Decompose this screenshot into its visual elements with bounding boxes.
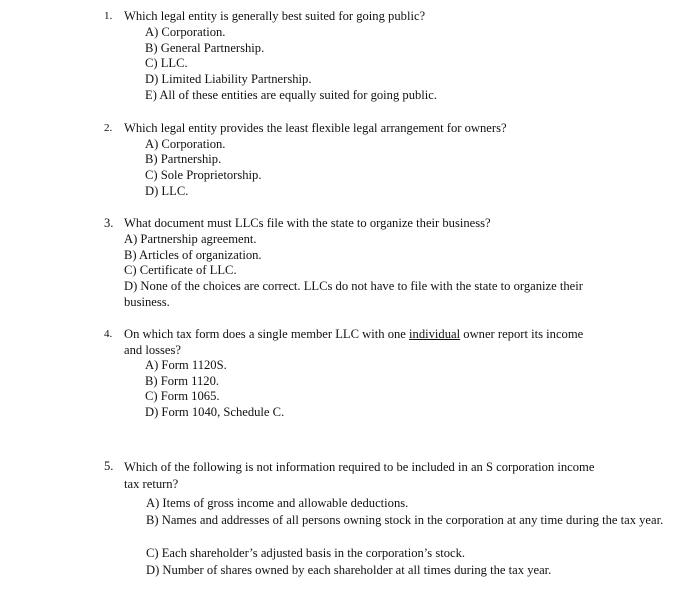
question-text: Which of the following is not information required to be included in an S corporation income tax return? <box>124 460 595 491</box>
option-c: C) Sole Proprietorship. <box>145 168 262 182</box>
option-b: B) Names and addresses of all persons owning stock in the corporation at any time during the tax year. <box>146 513 664 527</box>
option-c: C) LLC. <box>145 56 188 70</box>
option-d: D) Number of shares owned by each shareholder at all times during the tax year. <box>146 563 552 577</box>
option-a: A) Corporation. <box>145 137 226 151</box>
option-d: D) LLC. <box>145 184 189 198</box>
option-d: D) Form 1040, Schedule C. <box>145 405 285 419</box>
underlined-word: individual <box>409 327 461 341</box>
question-text <box>124 327 594 358</box>
question-text: What document must LLCs file with the state to organize their business? <box>124 216 491 230</box>
option-c: C) Certificate of LLC. <box>124 263 237 277</box>
option-b: B) Form 1120. <box>145 374 220 388</box>
option-a: A) Form 1120S. <box>145 358 227 372</box>
question-number: 3. <box>104 216 114 230</box>
option-a: A) Corporation. <box>145 25 226 39</box>
option-d: D) Limited Liability Partnership. <box>145 72 312 86</box>
question-text: Which legal entity is generally best suited for going public? <box>124 9 426 23</box>
option-a: A) Items of gross income and allowable deductions. <box>146 496 409 510</box>
question-number: 1. <box>104 10 113 22</box>
option-c: C) Each shareholder’s adjusted basis in the corporation’s stock. <box>146 546 466 560</box>
option-a: A) Partnership agreement. <box>124 232 257 246</box>
question-number: 5. <box>104 459 114 473</box>
option-b: B) Partnership. <box>145 152 222 166</box>
option-c: C) Form 1065. <box>145 389 220 403</box>
option-b: B) Articles of organization. <box>124 248 262 262</box>
option-d: D) None of the choices are correct. LLCs do not have to file with the state to organize their business. <box>124 279 583 309</box>
question-text-part: On which tax form does a single member LLC with one <box>124 327 410 341</box>
question-number: 2. <box>104 122 113 134</box>
question-number: 4. <box>104 328 113 340</box>
question-text-part: owner report its income and losses? <box>124 327 584 357</box>
question-text: Which legal entity provides the least flexible legal arrangement for owners? <box>124 121 507 135</box>
option-e: E) All of these entities are equally suited for going public. <box>145 88 438 102</box>
option-b: B) General Partnership. <box>145 41 265 55</box>
